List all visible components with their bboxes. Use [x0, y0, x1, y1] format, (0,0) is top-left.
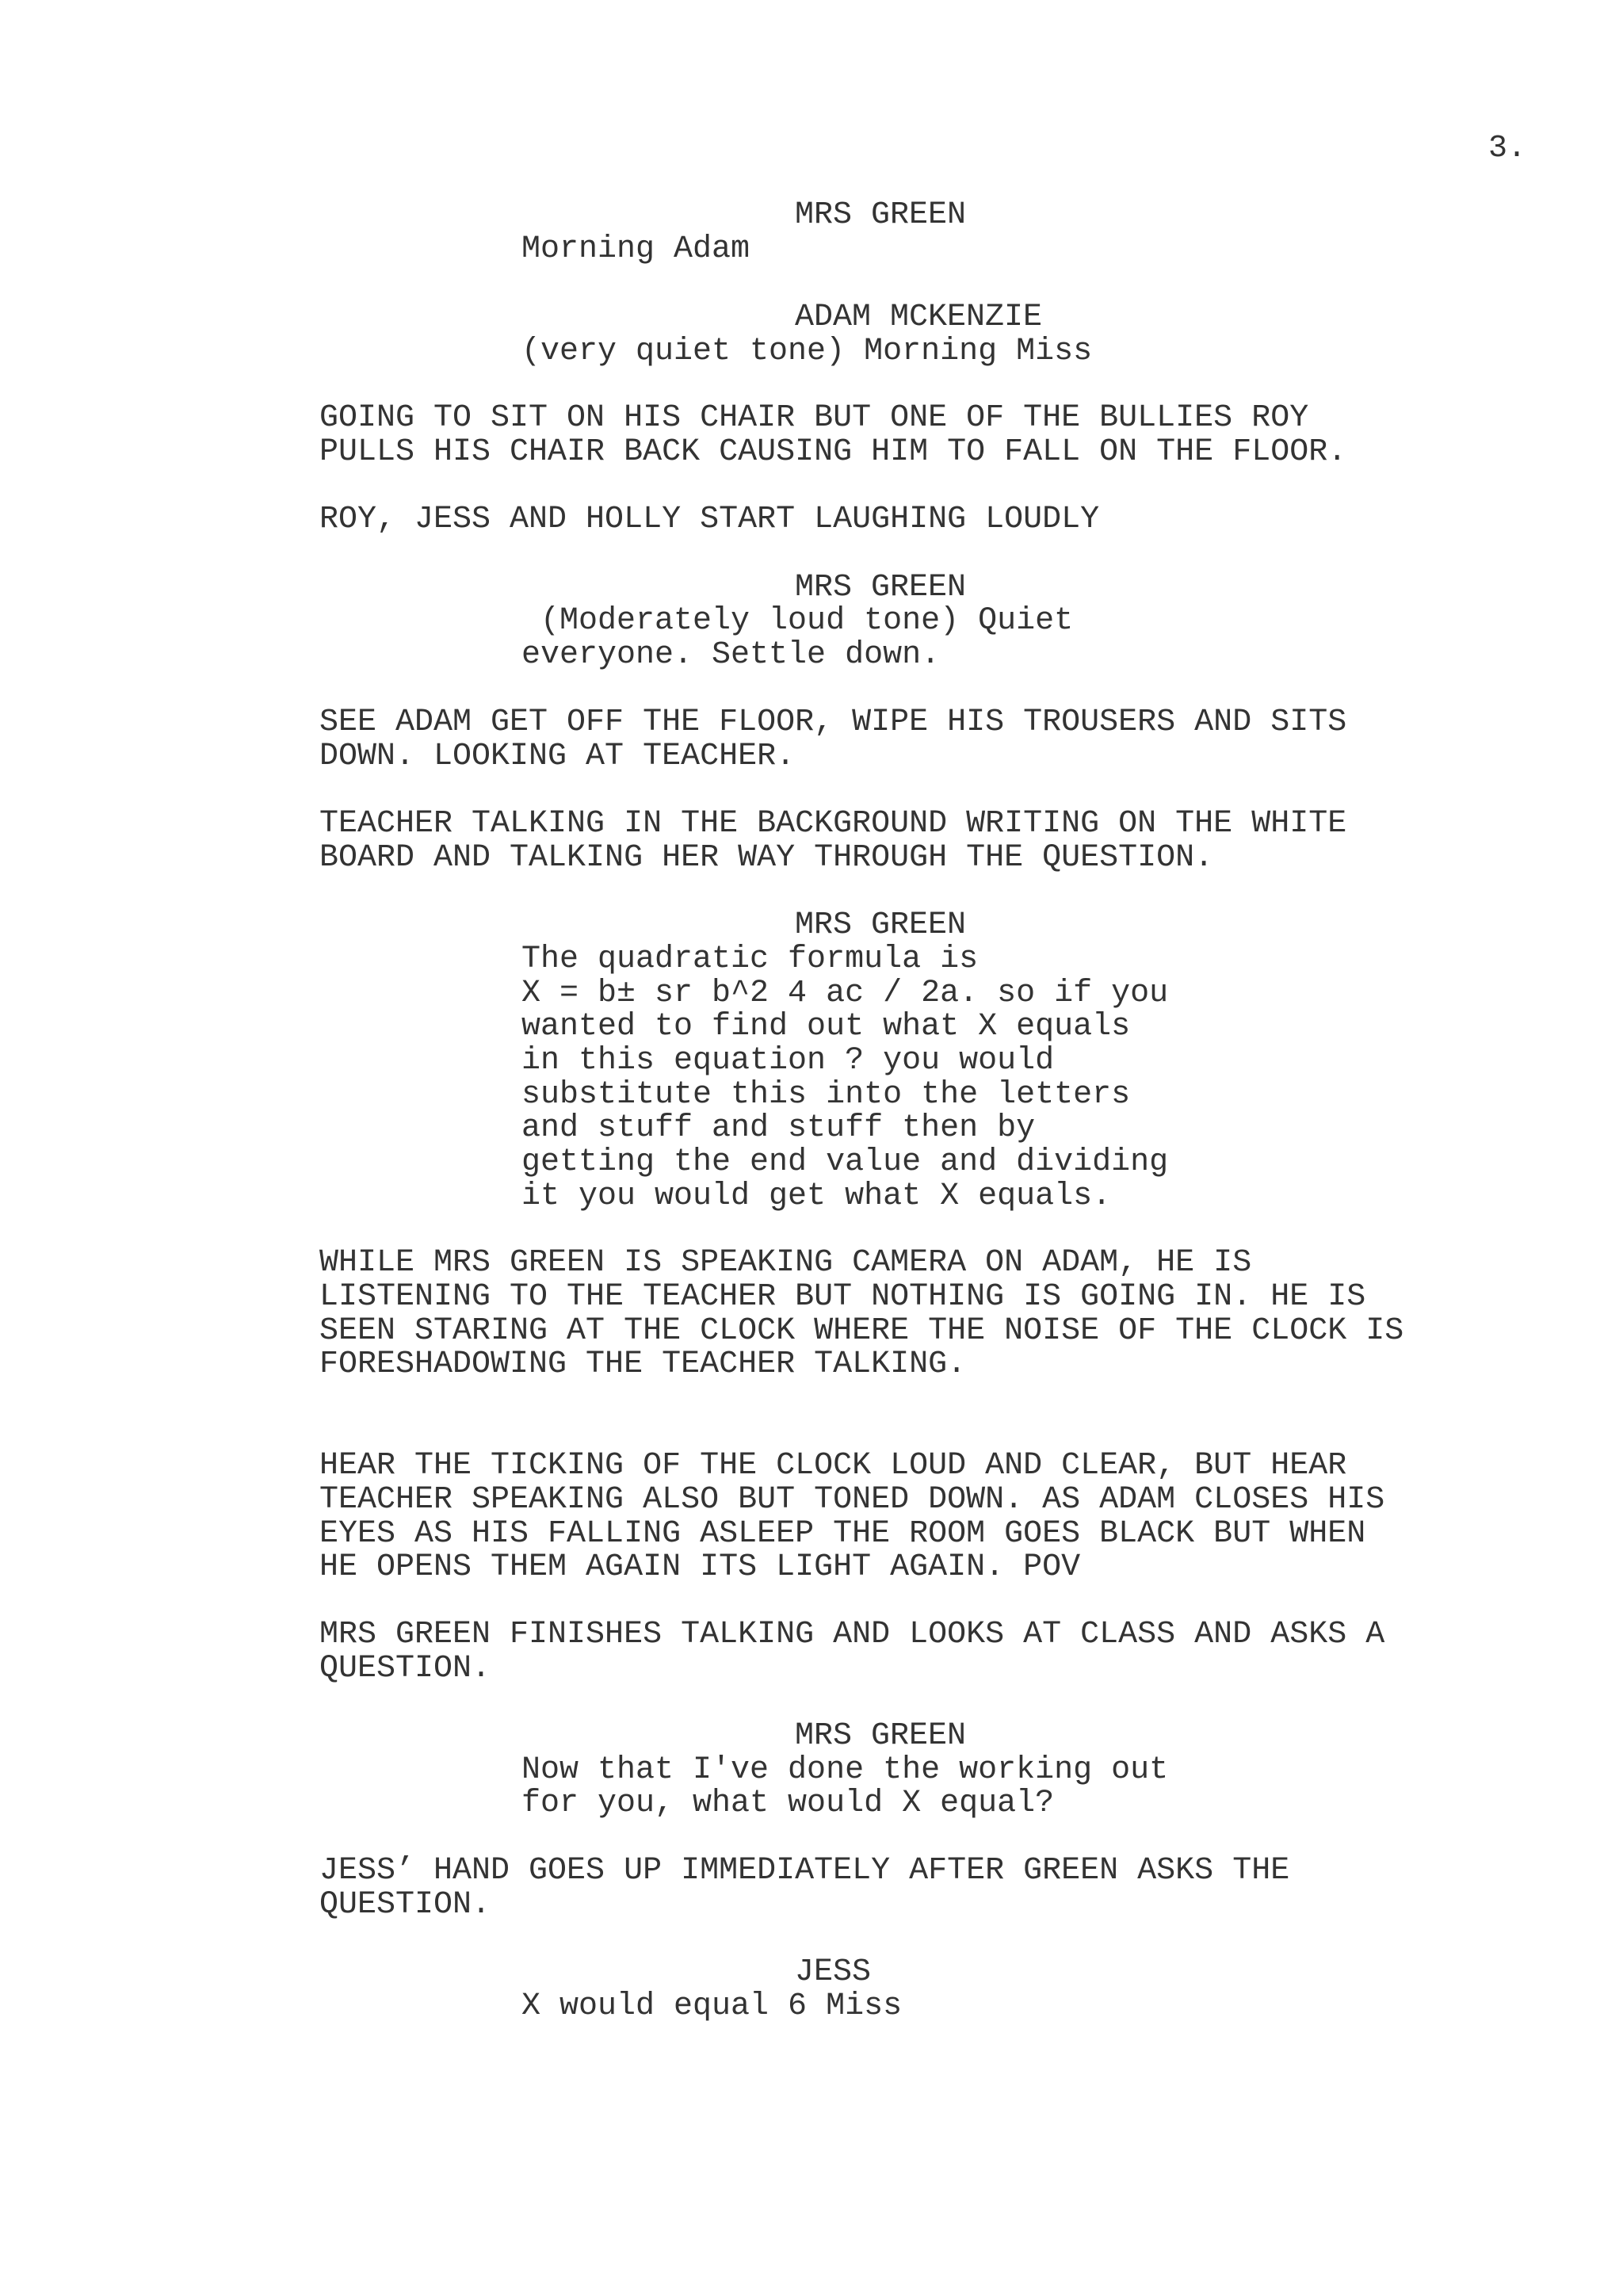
character-name: ADAM MCKENZIE: [795, 300, 1043, 335]
dialogue-line: X = b± sr b^2 4 ac / 2a. so if you: [521, 976, 1169, 1011]
action-line: TEACHER TALKING IN THE BACKGROUND WRITING ON THE WHITE: [319, 806, 1347, 842]
action-line: JESS’ HAND GOES UP IMMEDIATELY AFTER GREEN ASKS THE: [319, 1853, 1290, 1889]
character-name: JESS: [795, 1954, 872, 1990]
action-line: SEEN STARING AT THE CLOCK WHERE THE NOISE OF THE CLOCK IS: [319, 1313, 1404, 1349]
character-name: MRS GREEN: [795, 907, 967, 943]
action-line: BOARD AND TALKING HER WAY THROUGH THE QUESTION.: [319, 840, 1214, 876]
action-line: LISTENING TO THE TEACHER BUT NOTHING IS GOING IN. HE IS: [319, 1279, 1366, 1315]
dialogue-line: substitute this into the letters: [521, 1077, 1131, 1113]
dialogue-line: Morning Adam: [521, 231, 750, 267]
action-line: TEACHER SPEAKING ALSO BUT TONED DOWN. AS ADAM CLOSES HIS: [319, 1482, 1385, 1518]
character-name: MRS GREEN: [795, 197, 967, 233]
dialogue-line: and stuff and stuff then by: [521, 1110, 1036, 1146]
dialogue-line: it you would get what X equals.: [521, 1179, 1112, 1214]
action-line: HE OPENS THEM AGAIN ITS LIGHT AGAIN. POV: [319, 1549, 1081, 1585]
action-line: QUESTION.: [319, 1651, 491, 1687]
action-line: ROY, JESS AND HOLLY START LAUGHING LOUDLY: [319, 502, 1100, 537]
action-line: EYES AS HIS FALLING ASLEEP THE ROOM GOES BLACK BUT WHEN: [319, 1516, 1366, 1552]
dialogue-line: for you, what would X equal?: [521, 1786, 1055, 1821]
action-line: QUESTION.: [319, 1887, 491, 1923]
action-line: DOWN. LOOKING AT TEACHER.: [319, 739, 796, 774]
dialogue-line: everyone. Settle down.: [521, 637, 941, 673]
dialogue-line: X would equal 6 Miss: [521, 1988, 903, 2024]
dialogue-line: Now that I've done the working out: [521, 1752, 1169, 1788]
action-line: GOING TO SIT ON HIS CHAIR BUT ONE OF THE BULLIES ROY: [319, 400, 1309, 436]
dialogue-line: getting the end value and dividing: [521, 1144, 1169, 1180]
action-line: SEE ADAM GET OFF THE FLOOR, WIPE HIS TROUSERS AND SITS: [319, 705, 1347, 740]
dialogue-line: wanted to find out what X equals: [521, 1009, 1131, 1045]
character-name: MRS GREEN: [795, 1718, 967, 1754]
dialogue-line: in this equation ? you would: [521, 1043, 1055, 1079]
action-line: MRS GREEN FINISHES TALKING AND LOOKS AT CLASS AND ASKS A: [319, 1617, 1385, 1652]
action-line: HEAR THE TICKING OF THE CLOCK LOUD AND CLEAR, BUT HEAR: [319, 1448, 1347, 1484]
dialogue-line: The quadratic formula is: [521, 942, 979, 977]
dialogue-line: (very quiet tone) Morning Miss: [521, 334, 1093, 369]
action-line: WHILE MRS GREEN IS SPEAKING CAMERA ON ADAM, HE IS: [319, 1245, 1252, 1281]
dialogue-line: (Moderately loud tone) Quiet: [521, 603, 1074, 639]
action-line: FORESHADOWING THE TEACHER TALKING.: [319, 1347, 967, 1382]
character-name: MRS GREEN: [795, 570, 967, 606]
action-line: PULLS HIS CHAIR BACK CAUSING HIM TO FALL ON THE FLOOR.: [319, 434, 1347, 470]
page-number: 3.: [1488, 131, 1527, 166]
